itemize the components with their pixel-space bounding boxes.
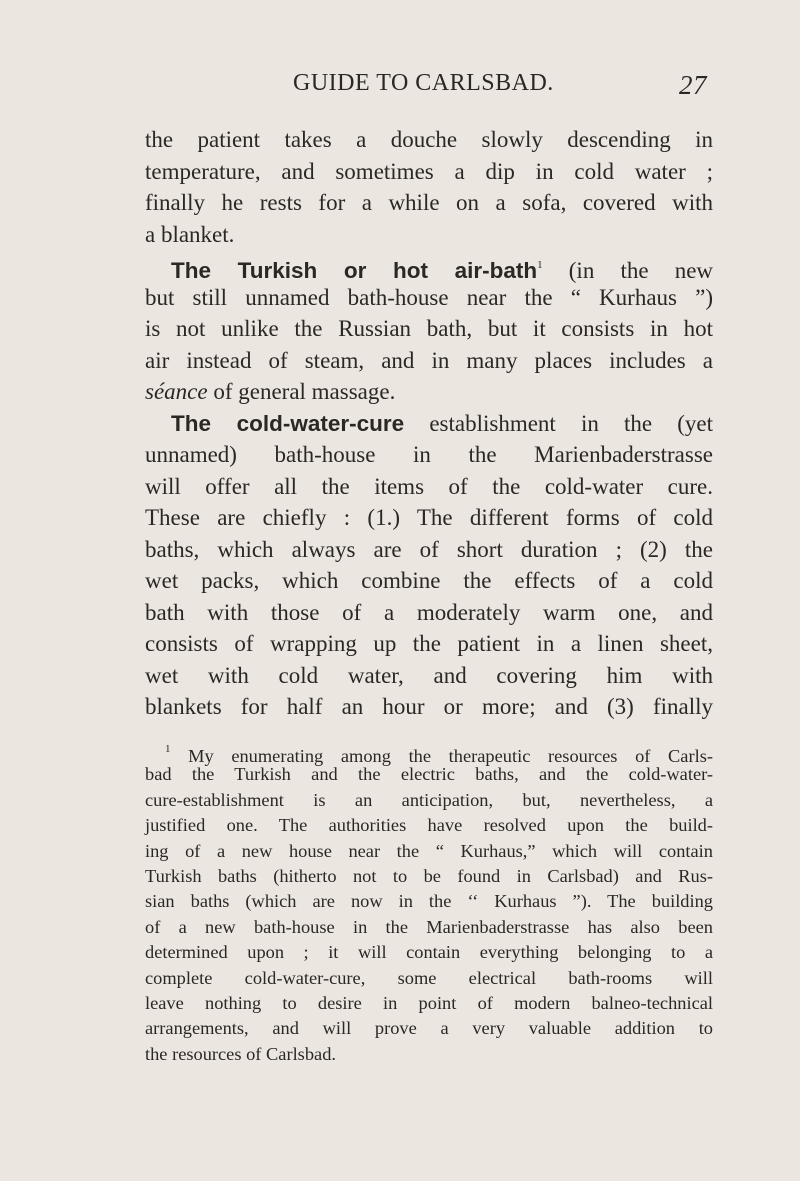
text-line: a blanket. <box>145 221 235 247</box>
text-line: wet with cold water, and covering him with <box>145 662 713 688</box>
text-line: will offer all the items of the cold-water cure. <box>145 473 713 499</box>
text-line: the patient takes a douche slowly descending in <box>145 127 713 152</box>
footnote-block <box>145 737 713 1067</box>
text-line: unnamed) bath-house in the Marienbaderstrasse <box>145 442 713 467</box>
footnote-reference: 1 <box>537 259 543 271</box>
footnote-line: cure-establishment is an anticipation, but, nevertheless, a <box>145 789 713 810</box>
text-span: of general massage. <box>207 379 396 404</box>
turkish-bath-heading: The Turkish or hot air-bath <box>171 258 538 283</box>
footnote-line: justified one. The authorities have resolved upon the build- <box>145 815 713 836</box>
text-line: finally he rests for a while on a sofa, covered with <box>145 190 713 215</box>
text-span: establishment in the (yet <box>404 410 714 436</box>
main-text <box>145 124 713 723</box>
page-number: 27 <box>679 70 707 100</box>
text-line: but still unnamed bath-house near the “ Kurhaus ”) <box>145 284 713 310</box>
text-line: air instead of steam, and in many places includes a <box>145 347 713 373</box>
text-line: wet packs, which combine the effects of a cold <box>145 568 713 593</box>
running-header <box>145 70 715 104</box>
running-title: GUIDE TO CARLSBAD. <box>293 70 554 96</box>
footnote-line: sian baths (which are now in the ‘‘ Kurhaus ”). The building <box>145 891 713 912</box>
footnote-line <box>145 737 713 766</box>
footnote-line: bad the Turkish and the electric baths, and the cold-water- <box>145 764 713 785</box>
footnote-line: arrangements, and will prove a very valuable addition to <box>145 1018 713 1039</box>
text-span: My enumerating among the therapeutic resources of Carls- <box>170 746 713 766</box>
footnote-line: determined upon ; it will contain everything belonging to a <box>145 942 713 963</box>
footnote-line: the resources of Carlsbad. <box>145 1043 336 1064</box>
text-line: is not unlike the Russian bath, but it consists in hot <box>145 316 713 341</box>
text-line: consists of wrapping up the patient in a linen sheet, <box>145 631 713 656</box>
text-line: blankets for half an hour or more; and (3) finally <box>145 694 713 719</box>
footnote-line: complete cold-water-cure, some electrical bath-rooms will <box>145 967 713 988</box>
footnote-mark: 1 <box>165 743 171 755</box>
footnote-line: leave nothing to desire in point of modern balneo-technical <box>145 992 713 1013</box>
text-line <box>145 376 713 408</box>
text-line: bath with those of a moderately warm one, and <box>145 599 713 625</box>
footnote-line: Turkish baths (hitherto not to be found in Carlsbad) and Rus- <box>145 865 713 886</box>
text-line: These are chiefly : (1.) The different forms of cold <box>145 505 713 530</box>
italic-word: séance <box>145 379 208 404</box>
text-line: temperature, and sometimes a dip in cold water ; <box>145 158 713 184</box>
text-span: (in the new <box>542 258 714 283</box>
cold-water-cure-heading: The cold-water-cure <box>171 410 405 436</box>
paragraph-cold-water-cure <box>145 408 713 440</box>
footnote-line: ing of a new house near the “ Kurhaus,” which will contain <box>145 840 713 861</box>
paragraph-turkish-bath <box>145 250 713 282</box>
footnote-line: of a new bath-house in the Marienbaderstrasse has also been <box>145 916 713 937</box>
text-line: baths, which always are of short duration ; (2) the <box>145 536 713 562</box>
